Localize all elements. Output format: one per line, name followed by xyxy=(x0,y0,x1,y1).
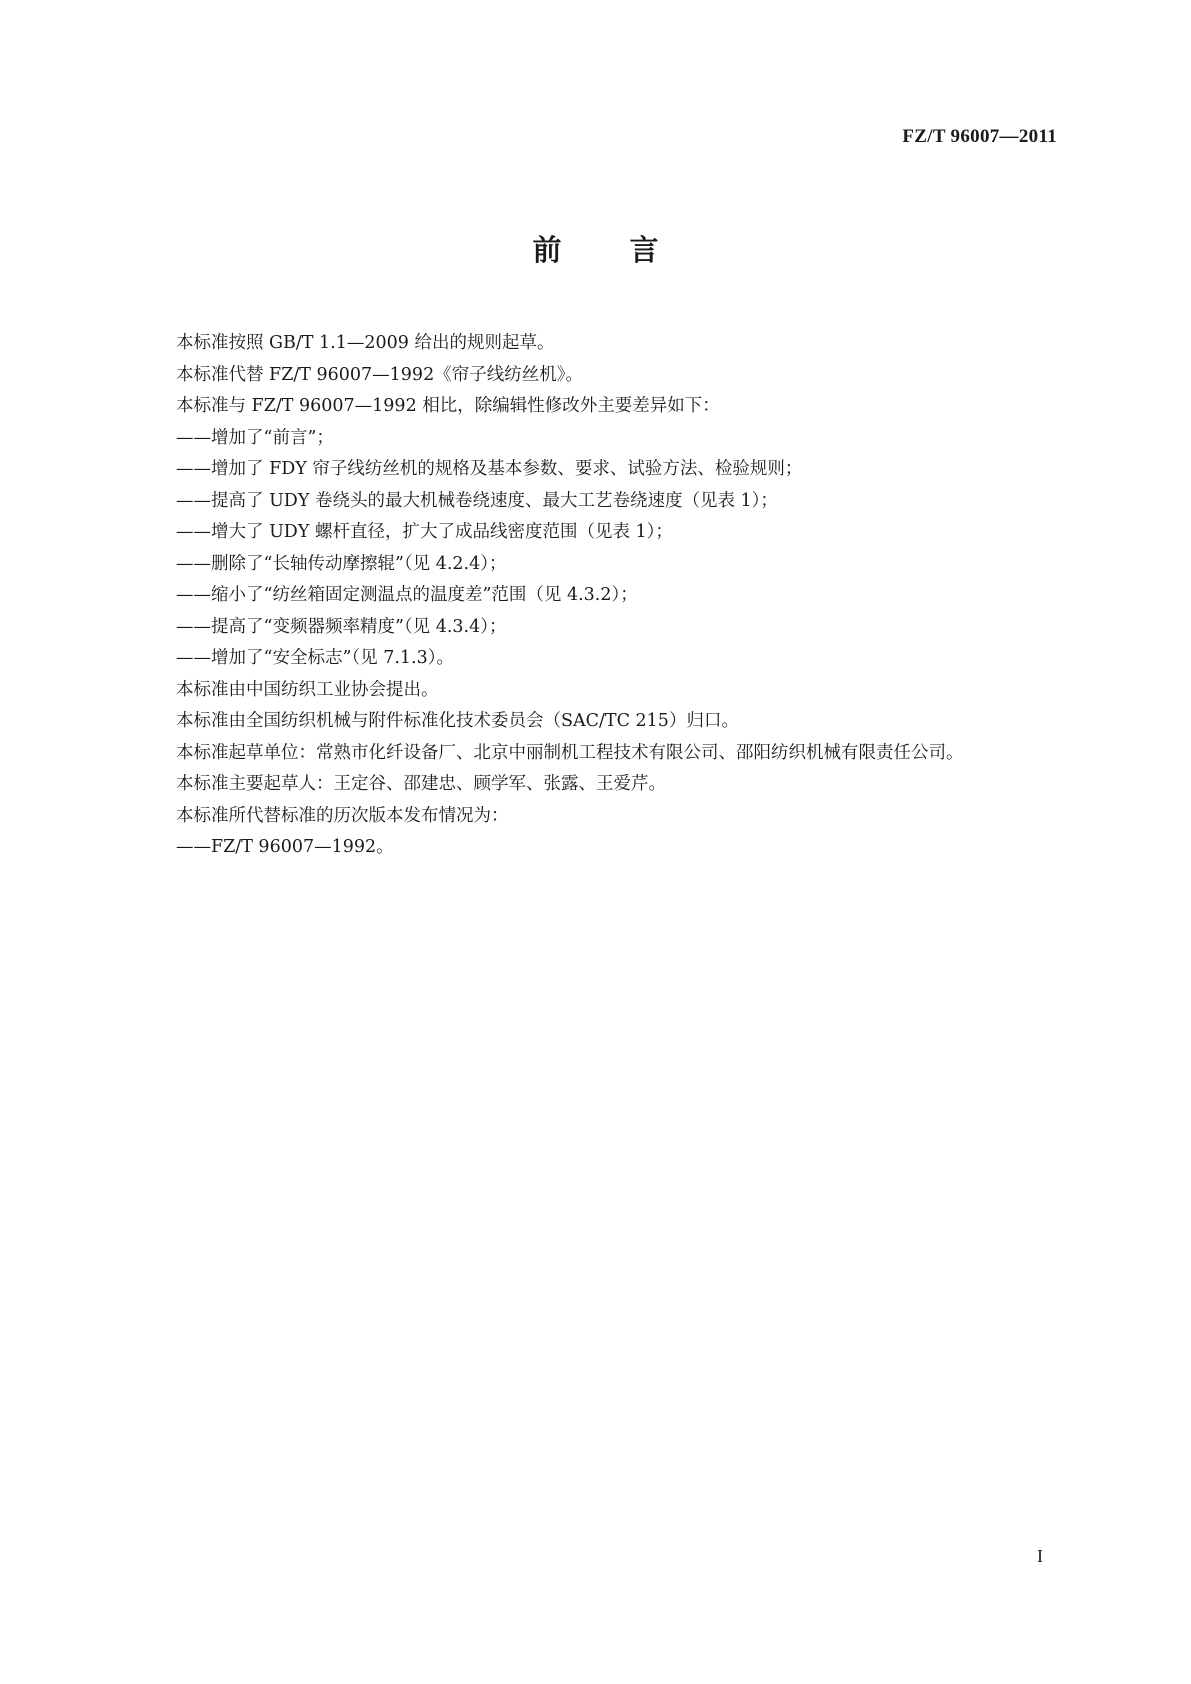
standard-code: FZ/T 96007—2011 xyxy=(902,126,1057,147)
page-title: 前言 xyxy=(532,233,727,267)
paragraph-drafting-units: 本标准起草单位：常熟市化纤设备厂、北京中丽制机工程技术有限公司、邵阳纺织机械有限责任公司。 xyxy=(176,742,964,763)
list-item: ——提高了“变频器频率精度”（见 4.3.4）； xyxy=(176,616,507,637)
paragraph-differences-intro: 本标准与 FZ/T 96007—1992 相比，除编辑性修改外主要差异如下： xyxy=(176,396,720,416)
paragraph-previous-editions: 本标准所代替标准的历次版本发布情况为： xyxy=(176,805,509,826)
paragraph-under-jurisdiction: 本标准由全国纺织机械与附件标准化技术委员会（SAC/TC 215）归口。 xyxy=(176,711,739,731)
foreword-body xyxy=(135,328,1057,864)
page-number: I xyxy=(1037,1546,1043,1566)
paragraph-main-drafters: 本标准主要起草人：王定谷、邵建忠、顾学军、张露、王爱芹。 xyxy=(176,774,666,794)
list-item: ——增加了“安全标志”（见 7.1.3）。 xyxy=(176,648,454,668)
paragraph-replaces: 本标准代替 FZ/T 96007—1992《帘子线纺丝机》。 xyxy=(176,364,583,385)
list-item: ——增加了“前言”； xyxy=(176,427,334,448)
list-item: ——增加了 FDY 帘子线纺丝机的规格及基本参数、要求、试验方法、检验规则； xyxy=(176,459,803,479)
list-item: ——增大了 UDY 螺杆直径，扩大了成品线密度范围（见表 1）； xyxy=(176,522,673,542)
list-item: ——FZ/T 96007—1992。 xyxy=(176,837,394,857)
list-item: ——删除了“长轴传动摩擦辊”（见 4.2.4）； xyxy=(176,553,507,574)
list-item: ——提高了 UDY 卷绕头的最大机械卷绕速度、最大工艺卷绕速度（见表 1）； xyxy=(176,490,778,511)
list-item: ——缩小了“纺丝箱固定测温点的温度差”范围（见 4.3.2）； xyxy=(176,585,638,605)
paragraph-proposed-by: 本标准由中国纺织工业协会提出。 xyxy=(176,679,439,700)
paragraph-drafting-rules: 本标准按照 GB/T 1.1—2009 给出的规则起草。 xyxy=(176,333,555,353)
